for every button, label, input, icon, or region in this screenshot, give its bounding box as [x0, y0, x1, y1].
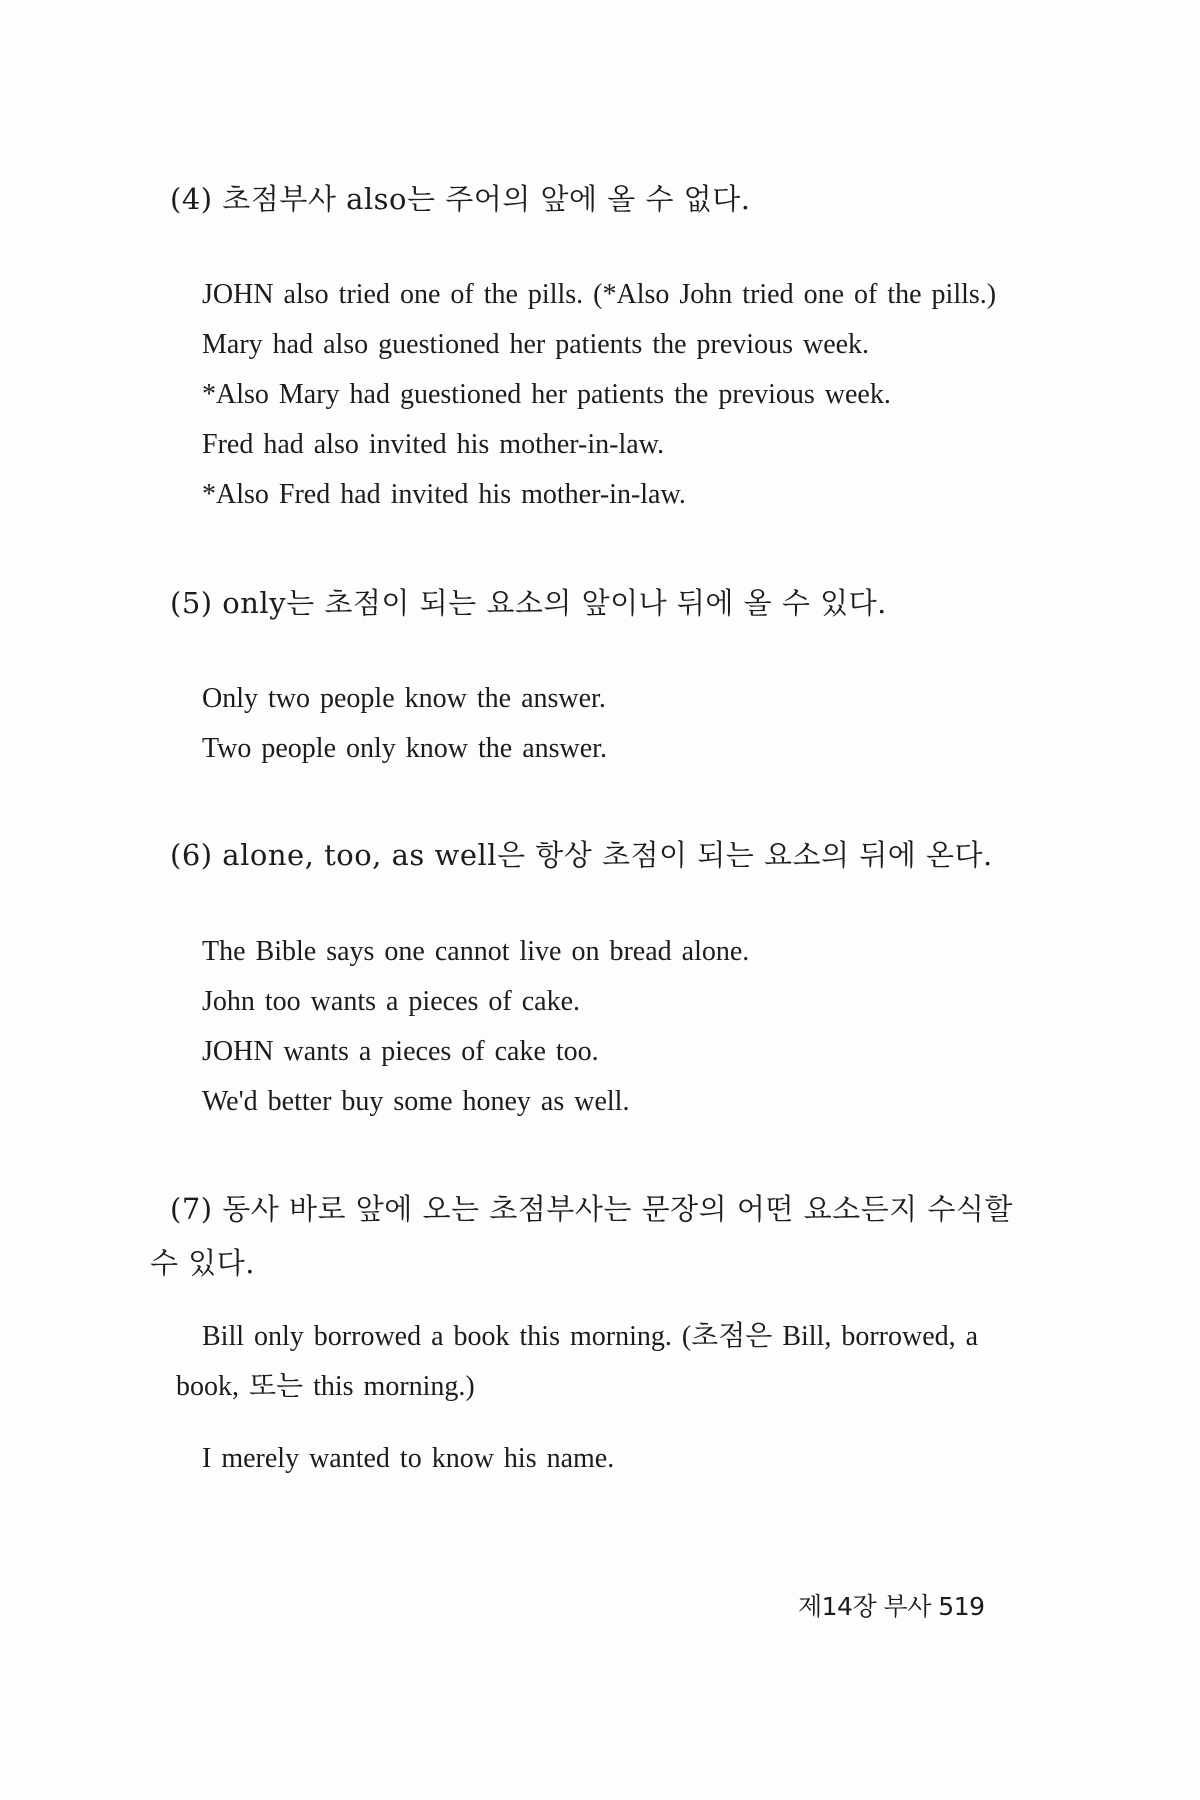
example-line: Only two people know the answer. — [202, 683, 606, 714]
example-line: Two people only know the answer. — [202, 733, 607, 764]
example-line: John too wants a pieces of cake. — [202, 986, 580, 1017]
section-6-heading: (6) alone, too, as well은 항상 초점이 되는 요소의 뒤에 온다. — [170, 838, 993, 872]
example-line: *Also Fred had invited his mother-in-law. — [202, 479, 686, 510]
example-line: I merely wanted to know his name. — [202, 1443, 615, 1474]
example-line: We'd better buy some honey as well. — [202, 1086, 630, 1117]
section-5-heading: (5) only는 초점이 되는 요소의 앞이나 뒤에 올 수 있다. — [170, 586, 887, 620]
page-footer: 제14장 부사 519 — [798, 1592, 985, 1621]
section-7-heading: (7) 동사 바로 앞에 오는 초점부사는 문장의 어떤 요소든지 수식할 수 있다. — [150, 1192, 1013, 1280]
section-4-heading: (4) 초점부사 also는 주어의 앞에 올 수 없다. — [170, 182, 751, 216]
example-paragraph: Bill only borrowed a book this morning. (초점은 Bill, borrowed, a book, 또는 this morning.) — [176, 1321, 979, 1402]
example-line: The Bible says one cannot live on bread alone. — [202, 936, 750, 967]
example-line: Mary had also guestioned her patients the previous week. — [202, 329, 870, 360]
example-line: JOHN wants a pieces of cake too. — [202, 1036, 599, 1067]
example-line: *Also Mary had guestioned her patients the previous week. — [202, 379, 891, 410]
example-line: JOHN also tried one of the pills. (*Also John tried one of the pills.) — [202, 279, 997, 310]
example-line: Fred had also invited his mother-in-law. — [202, 429, 665, 460]
